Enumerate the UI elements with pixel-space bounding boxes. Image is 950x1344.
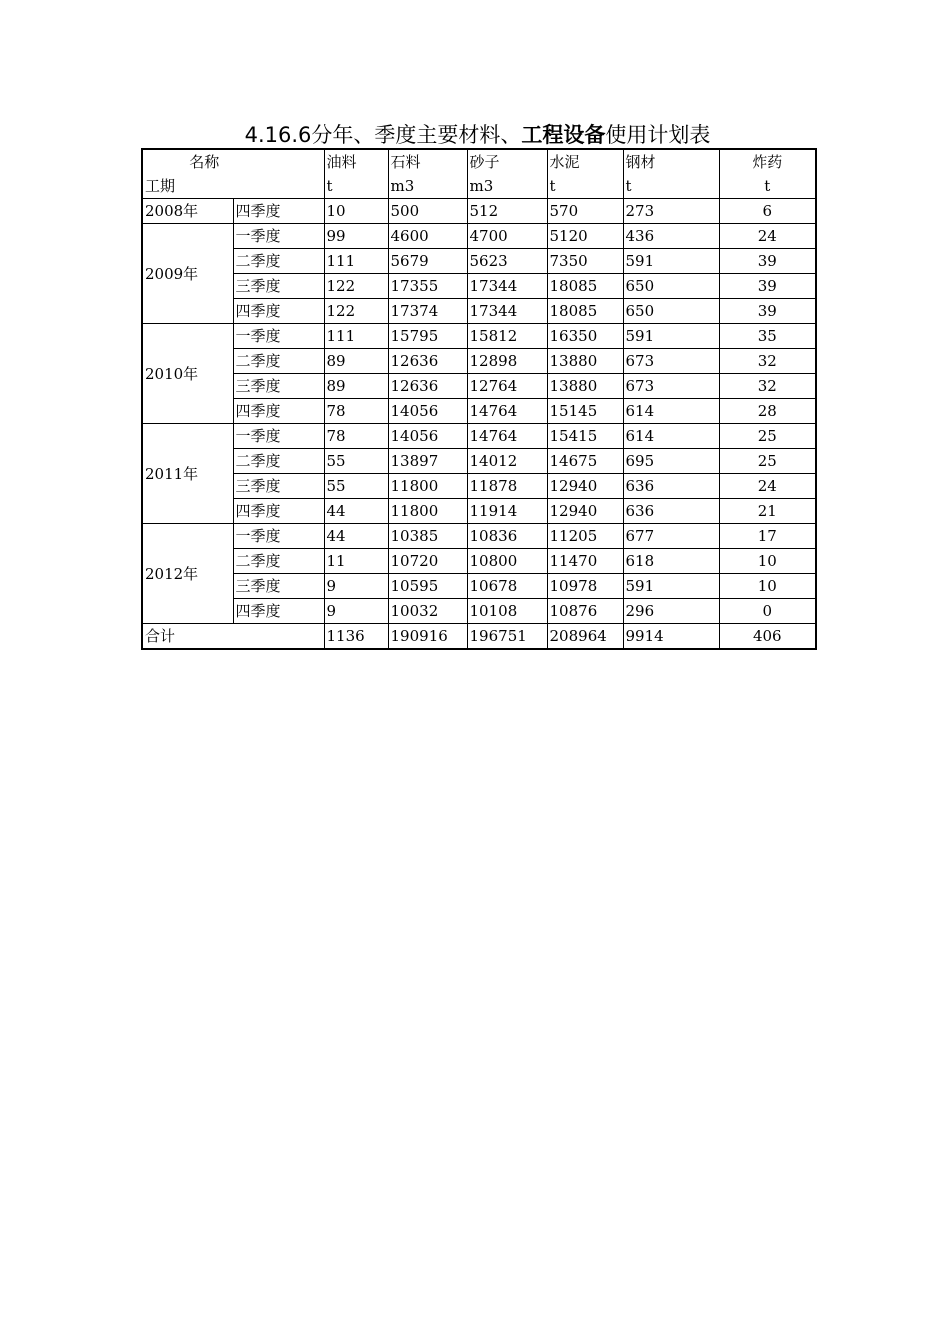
value-cell: 122 [324, 299, 388, 324]
quarter-cell: 一季度 [233, 324, 324, 349]
materials-plan-table [141, 148, 817, 650]
table-row [142, 399, 816, 424]
value-cell: 17 [719, 524, 816, 549]
value-cell: 11470 [547, 549, 623, 574]
header-col-name: 钢材 [623, 149, 719, 174]
quarter-cell: 二季度 [233, 249, 324, 274]
value-cell: 512 [467, 199, 547, 224]
value-cell: 99 [324, 224, 388, 249]
value-cell: 18085 [547, 274, 623, 299]
value-cell: 570 [547, 199, 623, 224]
value-cell: 14764 [467, 399, 547, 424]
header-col-name: 砂子 [467, 149, 547, 174]
value-cell: 24 [719, 474, 816, 499]
year-cell: 2012年 [142, 524, 233, 624]
table-row [142, 599, 816, 624]
table-row [142, 274, 816, 299]
value-cell: 17355 [388, 274, 467, 299]
value-cell: 78 [324, 424, 388, 449]
header-col-unit: t [719, 174, 816, 199]
value-cell: 44 [324, 499, 388, 524]
value-cell: 11800 [388, 474, 467, 499]
quarter-cell: 四季度 [233, 399, 324, 424]
total-value: 196751 [467, 624, 547, 650]
value-cell: 44 [324, 524, 388, 549]
value-cell: 7350 [547, 249, 623, 274]
value-cell: 14056 [388, 424, 467, 449]
value-cell: 12940 [547, 474, 623, 499]
value-cell: 17344 [467, 299, 547, 324]
table-row [142, 549, 816, 574]
value-cell: 10 [719, 574, 816, 599]
table-row [142, 224, 816, 249]
value-cell: 15812 [467, 324, 547, 349]
header-col-unit: t [547, 174, 623, 199]
table-row [142, 574, 816, 599]
value-cell: 12636 [388, 374, 467, 399]
value-cell: 591 [623, 574, 719, 599]
total-row [142, 624, 816, 650]
value-cell: 677 [623, 524, 719, 549]
value-cell: 10678 [467, 574, 547, 599]
table-row [142, 524, 816, 549]
value-cell: 614 [623, 424, 719, 449]
quarter-cell: 四季度 [233, 499, 324, 524]
table-row [142, 324, 816, 349]
value-cell: 89 [324, 374, 388, 399]
value-cell: 39 [719, 274, 816, 299]
value-cell: 10800 [467, 549, 547, 574]
value-cell: 618 [623, 549, 719, 574]
value-cell: 122 [324, 274, 388, 299]
value-cell: 11800 [388, 499, 467, 524]
value-cell: 10108 [467, 599, 547, 624]
table-row [142, 249, 816, 274]
value-cell: 16350 [547, 324, 623, 349]
table-row [142, 349, 816, 374]
value-cell: 673 [623, 374, 719, 399]
title-part1: 4.16.6分年、季度主要材料、 [244, 123, 522, 147]
quarter-cell: 三季度 [233, 474, 324, 499]
total-value: 9914 [623, 624, 719, 650]
header-col-unit: m3 [388, 174, 467, 199]
value-cell: 591 [623, 324, 719, 349]
quarter-cell: 三季度 [233, 274, 324, 299]
value-cell: 650 [623, 274, 719, 299]
header-col-name: 石料 [388, 149, 467, 174]
year-cell: 2008年 [142, 199, 233, 224]
value-cell: 14056 [388, 399, 467, 424]
value-cell: 673 [623, 349, 719, 374]
value-cell: 636 [623, 474, 719, 499]
table-row [142, 499, 816, 524]
header-col-name: 炸药 [719, 149, 816, 174]
value-cell: 11914 [467, 499, 547, 524]
quarter-cell: 一季度 [233, 224, 324, 249]
value-cell: 39 [719, 249, 816, 274]
value-cell: 4600 [388, 224, 467, 249]
quarter-cell: 四季度 [233, 299, 324, 324]
quarter-cell: 三季度 [233, 574, 324, 599]
value-cell: 21 [719, 499, 816, 524]
table-row [142, 374, 816, 399]
title-part2: 工程设备 [521, 123, 606, 147]
value-cell: 15795 [388, 324, 467, 349]
value-cell: 17374 [388, 299, 467, 324]
value-cell: 18085 [547, 299, 623, 324]
value-cell: 111 [324, 324, 388, 349]
table-row [142, 474, 816, 499]
value-cell: 273 [623, 199, 719, 224]
header-col-unit: t [623, 174, 719, 199]
header-period-label: 工期 [142, 174, 324, 199]
total-value: 1136 [324, 624, 388, 650]
value-cell: 500 [388, 199, 467, 224]
value-cell: 591 [623, 249, 719, 274]
value-cell: 89 [324, 349, 388, 374]
value-cell: 24 [719, 224, 816, 249]
year-cell: 2009年 [142, 224, 233, 324]
total-label: 合计 [142, 624, 324, 650]
year-cell: 2010年 [142, 324, 233, 424]
value-cell: 10836 [467, 524, 547, 549]
value-cell: 78 [324, 399, 388, 424]
value-cell: 10978 [547, 574, 623, 599]
value-cell: 12764 [467, 374, 547, 399]
quarter-cell: 二季度 [233, 349, 324, 374]
value-cell: 12898 [467, 349, 547, 374]
value-cell: 636 [623, 499, 719, 524]
table-body [142, 199, 816, 624]
quarter-cell: 二季度 [233, 549, 324, 574]
value-cell: 12940 [547, 499, 623, 524]
value-cell: 296 [623, 599, 719, 624]
value-cell: 695 [623, 449, 719, 474]
table-row [142, 449, 816, 474]
value-cell: 436 [623, 224, 719, 249]
value-cell: 6 [719, 199, 816, 224]
value-cell: 5120 [547, 224, 623, 249]
header-col-name: 油料 [324, 149, 388, 174]
value-cell: 11205 [547, 524, 623, 549]
year-cell: 2011年 [142, 424, 233, 524]
value-cell: 32 [719, 374, 816, 399]
quarter-cell: 四季度 [233, 199, 324, 224]
value-cell: 9 [324, 574, 388, 599]
value-cell: 9 [324, 599, 388, 624]
value-cell: 10595 [388, 574, 467, 599]
total-value: 190916 [388, 624, 467, 650]
value-cell: 10 [324, 199, 388, 224]
title-part3: 使用计划表 [605, 123, 711, 147]
value-cell: 10385 [388, 524, 467, 549]
value-cell: 14764 [467, 424, 547, 449]
value-cell: 11878 [467, 474, 547, 499]
table-row [142, 424, 816, 449]
header-col-unit: t [324, 174, 388, 199]
page-title [140, 120, 815, 150]
value-cell: 28 [719, 399, 816, 424]
value-cell: 14012 [467, 449, 547, 474]
value-cell: 650 [623, 299, 719, 324]
header-row-units [142, 174, 816, 199]
value-cell: 111 [324, 249, 388, 274]
quarter-cell: 三季度 [233, 374, 324, 399]
quarter-cell: 一季度 [233, 524, 324, 549]
value-cell: 5679 [388, 249, 467, 274]
value-cell: 25 [719, 424, 816, 449]
value-cell: 5623 [467, 249, 547, 274]
value-cell: 32 [719, 349, 816, 374]
value-cell: 11 [324, 549, 388, 574]
total-value: 406 [719, 624, 816, 650]
table-row [142, 299, 816, 324]
header-row-names [142, 149, 816, 174]
total-value: 208964 [547, 624, 623, 650]
value-cell: 15145 [547, 399, 623, 424]
header-name-label: 名称 [142, 149, 324, 174]
value-cell: 15415 [547, 424, 623, 449]
value-cell: 13880 [547, 349, 623, 374]
value-cell: 25 [719, 449, 816, 474]
value-cell: 0 [719, 599, 816, 624]
value-cell: 12636 [388, 349, 467, 374]
value-cell: 10032 [388, 599, 467, 624]
value-cell: 4700 [467, 224, 547, 249]
quarter-cell: 一季度 [233, 424, 324, 449]
value-cell: 17344 [467, 274, 547, 299]
header-col-unit: m3 [467, 174, 547, 199]
value-cell: 13880 [547, 374, 623, 399]
value-cell: 10 [719, 549, 816, 574]
value-cell: 35 [719, 324, 816, 349]
value-cell: 10720 [388, 549, 467, 574]
value-cell: 13897 [388, 449, 467, 474]
value-cell: 14675 [547, 449, 623, 474]
quarter-cell: 四季度 [233, 599, 324, 624]
value-cell: 55 [324, 474, 388, 499]
value-cell: 10876 [547, 599, 623, 624]
value-cell: 614 [623, 399, 719, 424]
value-cell: 55 [324, 449, 388, 474]
quarter-cell: 二季度 [233, 449, 324, 474]
value-cell: 39 [719, 299, 816, 324]
table-row [142, 199, 816, 224]
header-col-name: 水泥 [547, 149, 623, 174]
